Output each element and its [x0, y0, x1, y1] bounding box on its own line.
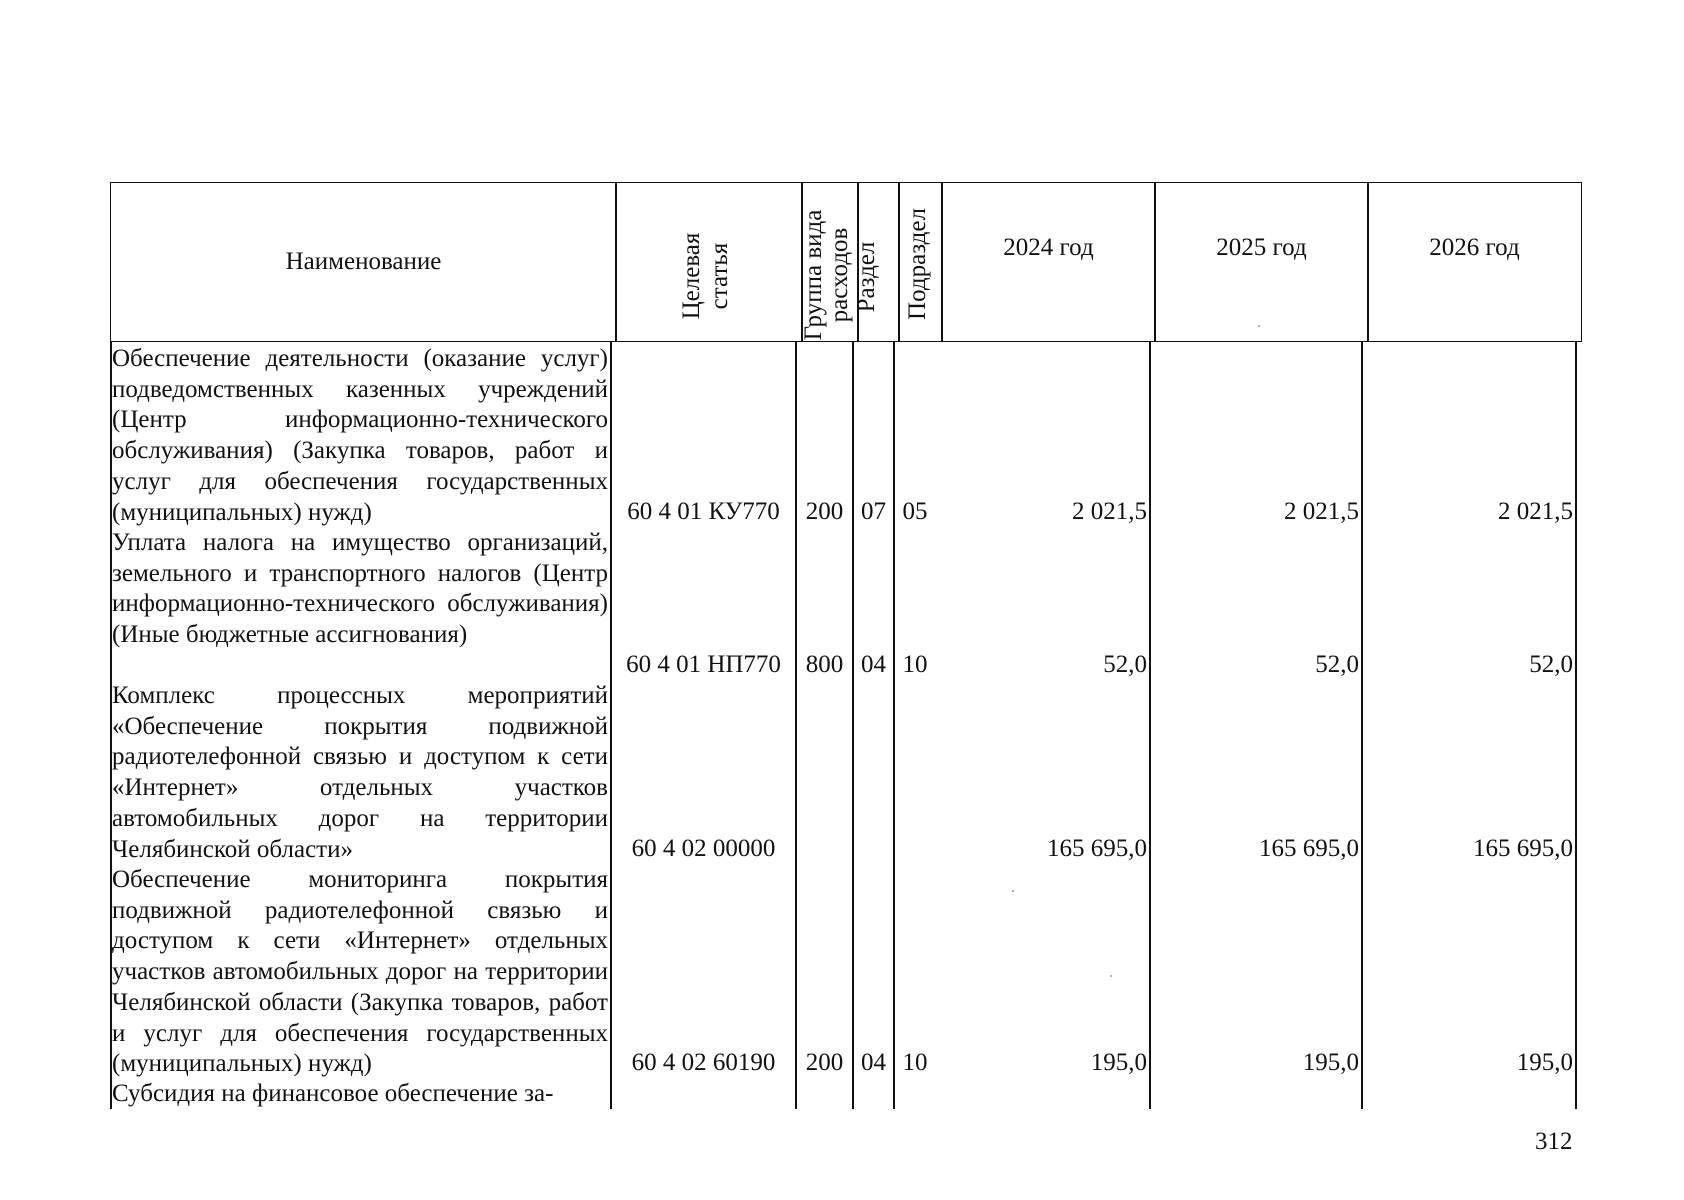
row-1-target: 60 4 01 КУ770 — [627, 498, 780, 525]
body-divider — [893, 342, 895, 1109]
row-2-section: 04 — [861, 651, 886, 678]
row-2-2024: 52,0 — [1103, 651, 1147, 678]
row-2-target: 60 4 01 НП770 — [626, 651, 781, 678]
row-4-name: Обеспечение мониторинга покрытия подвижной радиотелефонной связью и доступом к сети «Интернет» отдельных участков автомобильных дорог на территории Челябинской области (Закупка товаров, работ и услуг для обеспечения государственных (муниципальных) нужд) — [112, 866, 608, 1078]
header-section-text: Раздел — [853, 241, 880, 313]
scan-speck — [1012, 890, 1014, 892]
header-expense-group — [801, 205, 857, 345]
header-year-2026-text: 2026 год — [1429, 233, 1520, 261]
row-4-2025: 195,0 — [1302, 1049, 1359, 1076]
body-divider — [1361, 342, 1363, 1109]
row-1-name: Обеспечение деятельности (оказание услуг) подведомственных казенных учреждений (Центр информационно-технического обслуживания) (Закупка товаров, работ и услуг для обеспечения государственных (муниципальных) нужд) — [112, 345, 608, 526]
body-divider — [852, 342, 854, 1109]
row-3-name: Комплекс процессных мероприятий «Обеспечение покрытия подвижной радиотелефонной связью и доступом к сети «Интернет» отдельных участков автомобильных дорог на территории Челябинской области» — [112, 682, 608, 863]
row-4-section: 04 — [861, 1049, 886, 1076]
header-name — [112, 184, 615, 340]
header-divider — [898, 182, 900, 342]
row-3-2026: 165 695,0 — [1473, 835, 1573, 862]
body-divider — [610, 342, 612, 1109]
row-3-target: 60 4 02 00000 — [631, 835, 776, 862]
header-target-article — [678, 201, 738, 351]
row-1-subsection: 05 — [902, 498, 928, 525]
row-3-2025: 165 695,0 — [1259, 835, 1359, 862]
row-4-2024: 195,0 — [1090, 1049, 1147, 1076]
header-target-article-text: Целевая статья — [678, 232, 733, 320]
scan-speck — [1258, 325, 1260, 327]
row-4-2026: 195,0 — [1516, 1049, 1573, 1076]
row-2-2026: 52,0 — [1529, 651, 1573, 678]
row-3-2024: 165 695,0 — [1047, 835, 1147, 862]
header-year-2024-text: 2024 год — [1003, 233, 1094, 261]
header-subsection-text: Подраздел — [904, 208, 931, 320]
header-year-2025-text: 2025 год — [1216, 233, 1307, 261]
scan-speck — [1110, 975, 1112, 977]
header-subsection — [904, 199, 934, 329]
row-4-target: 60 4 02 60190 — [631, 1049, 776, 1076]
row-2-group: 800 — [805, 651, 844, 678]
row-2-subsection: 10 — [902, 651, 928, 678]
page-number: 312 — [1535, 1128, 1573, 1155]
row-4-group: 200 — [805, 1049, 844, 1076]
row-1-2025: 2 021,5 — [1284, 498, 1359, 525]
header-name-text: Наименование — [285, 247, 442, 275]
row-1-group: 200 — [805, 498, 844, 525]
row-2-name: Уплата налога на имущество организаций, земельного и транспортного налогов (Центр информационно-технического обслуживания) (Иные бюджетные ассигнования) — [112, 529, 608, 649]
header-section — [853, 227, 883, 327]
header-divider — [615, 182, 617, 342]
header-year-2024 — [943, 228, 1154, 268]
header-expense-group-text: Группа вида расходов — [800, 209, 853, 341]
body-divider — [795, 342, 797, 1109]
header-year-2026 — [1369, 228, 1580, 268]
row-1-2024: 2 021,5 — [1072, 498, 1147, 525]
body-divider — [1149, 342, 1151, 1109]
row-5-name: Субсидия на финансовое обеспечение за- — [112, 1080, 554, 1107]
header-year-2025 — [1156, 228, 1367, 268]
row-2-2025: 52,0 — [1315, 651, 1359, 678]
body-divider — [1575, 342, 1577, 1109]
row-1-section: 07 — [861, 498, 886, 525]
row-4-subsection: 10 — [902, 1049, 928, 1076]
row-1-2026: 2 021,5 — [1498, 498, 1573, 525]
